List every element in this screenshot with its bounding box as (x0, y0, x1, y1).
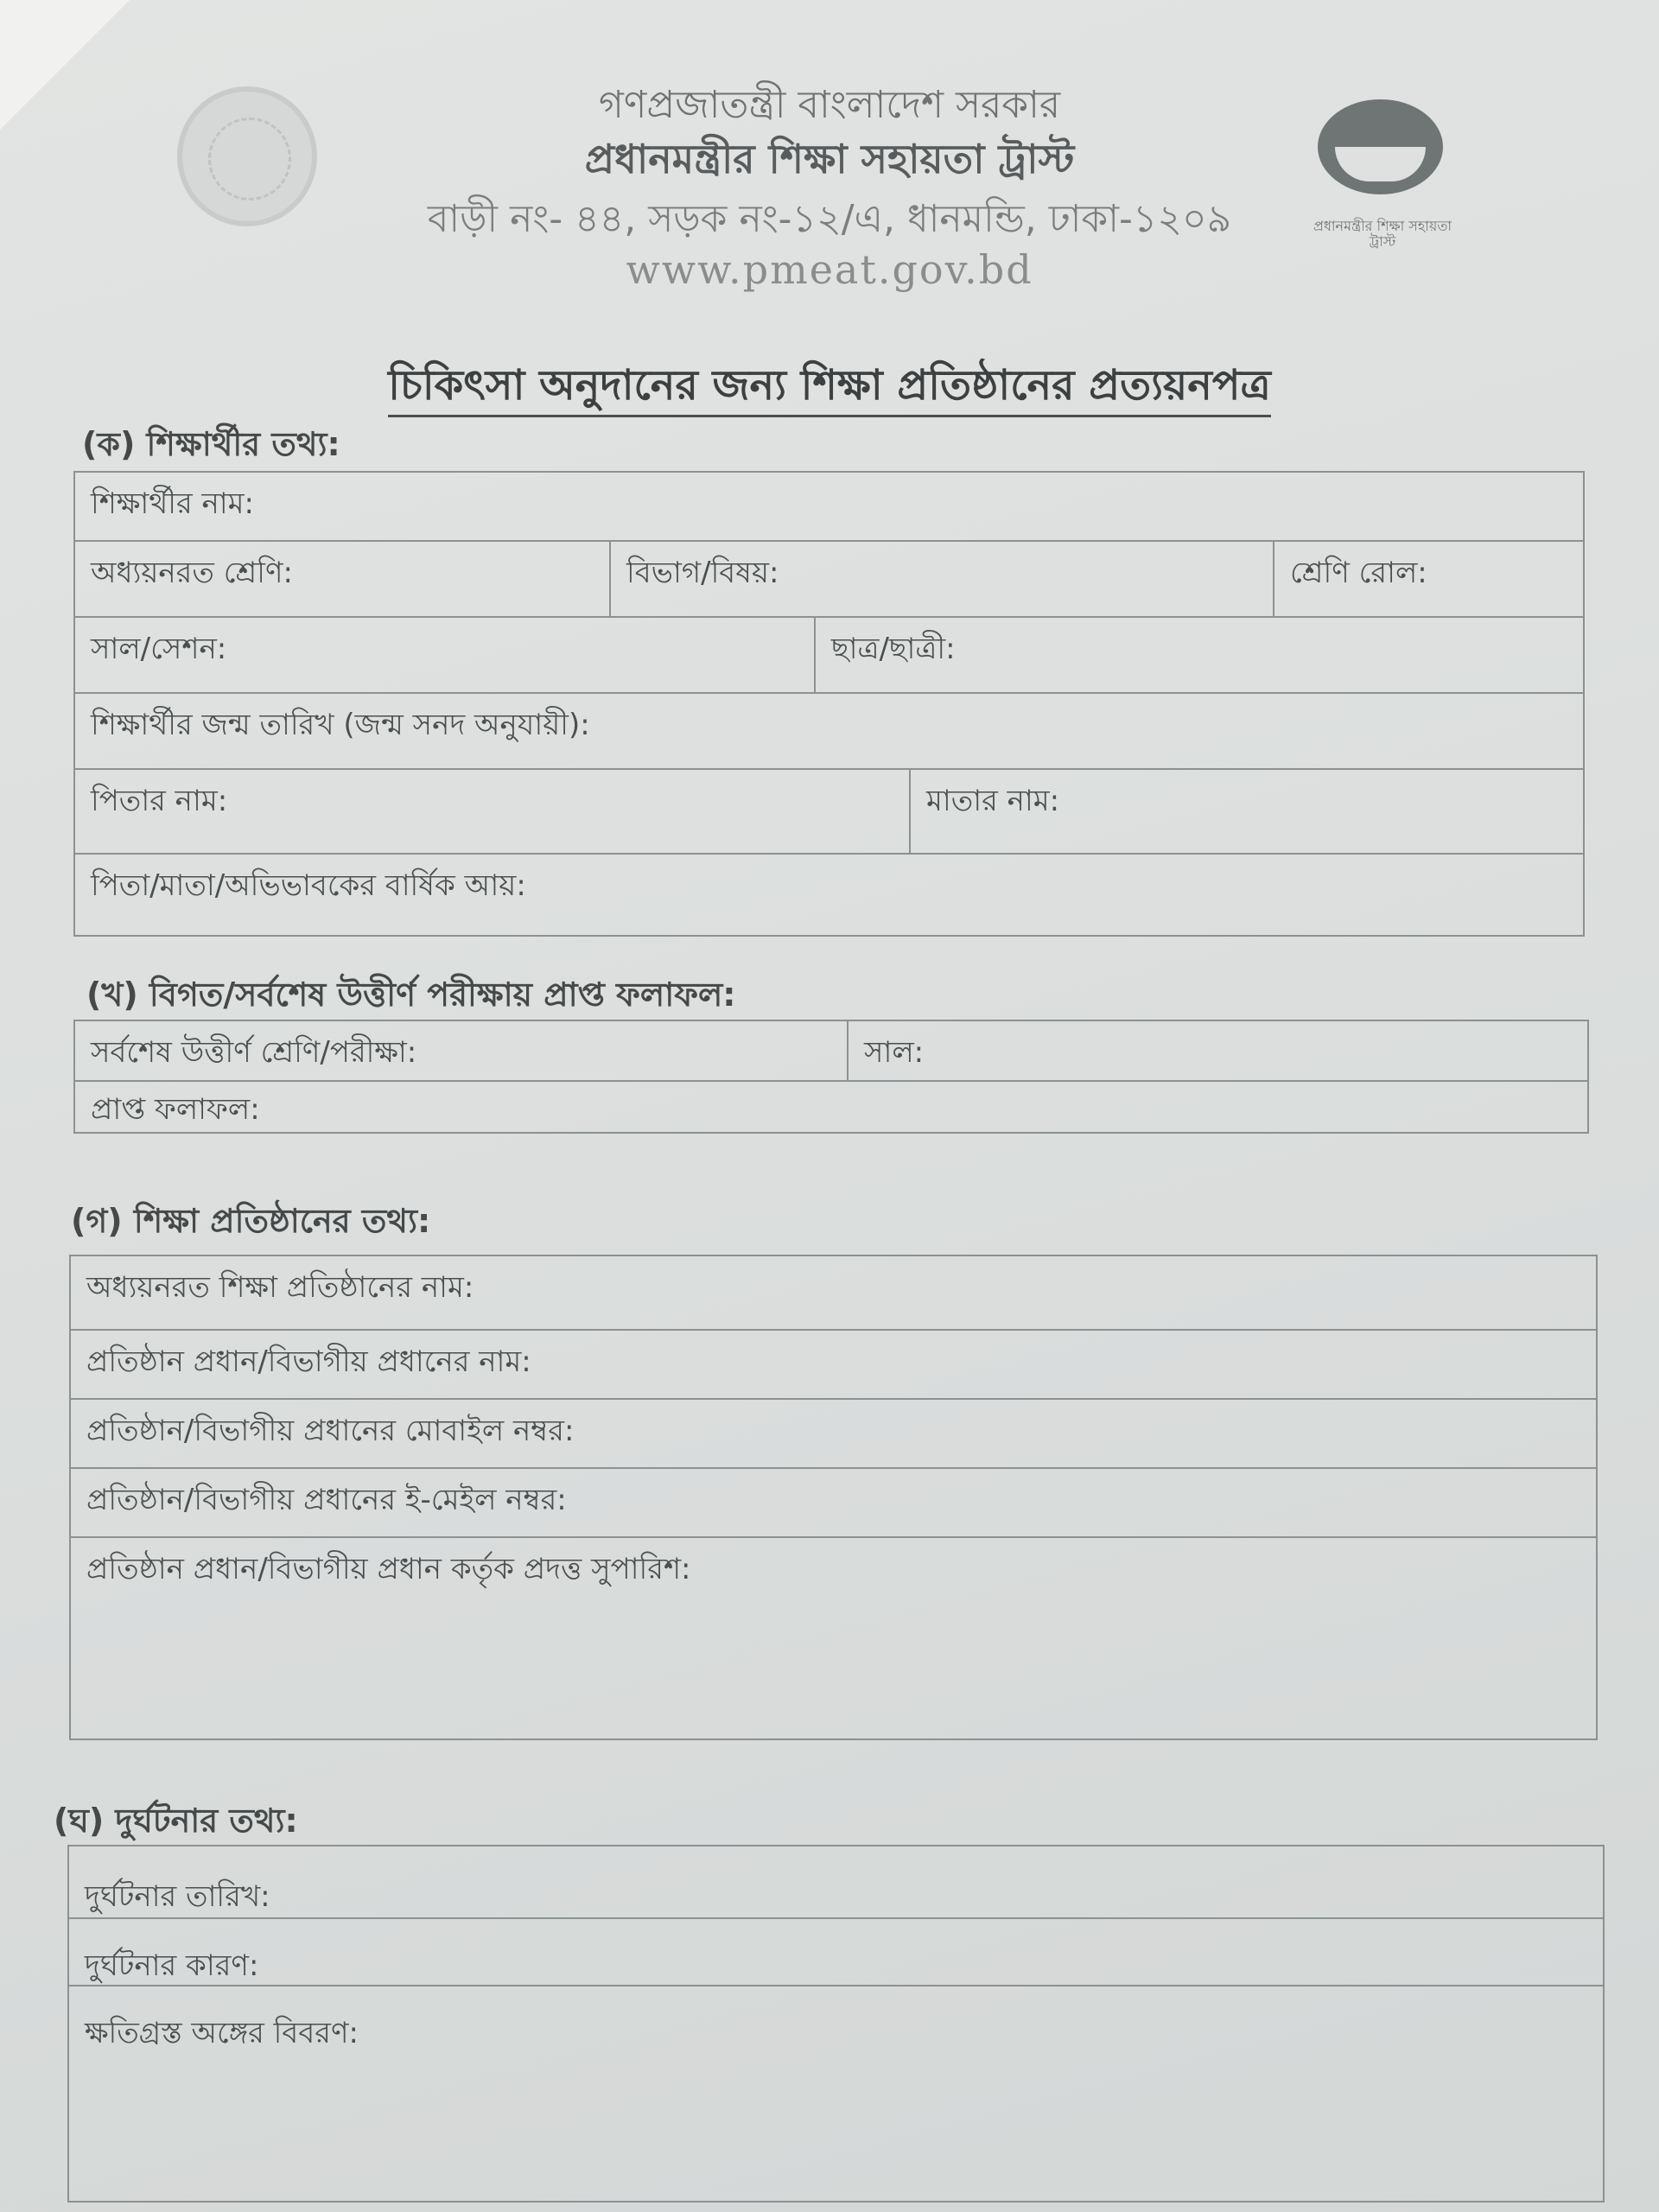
table-row (69, 1847, 1603, 1917)
dob-field[interactable] (75, 694, 1583, 770)
section-d-heading: (ঘ) দুর্ঘটনার তথ্য: (54, 1802, 298, 1840)
table-row (71, 1398, 1596, 1469)
form-title: চিকিৎসা অনুদানের জন্য শিক্ষা প্রতিষ্ঠানের প্রত্যয়নপত্র (388, 361, 1271, 417)
table-row (71, 1536, 1596, 1738)
father-name-label: পিতার নাম: (91, 784, 228, 818)
gender-label: ছাত্র/ছাত্রী: (831, 632, 956, 666)
head-email-field[interactable] (71, 1469, 1596, 1538)
table-row (75, 853, 1583, 935)
dob-label: শিক্ষার্থীর জন্ম তারিখ (জন্ম সনদ অনুযায়ী): (91, 708, 590, 742)
result-field[interactable] (75, 1082, 1587, 1132)
form-title-wrap (0, 354, 1659, 423)
table-row (75, 692, 1583, 770)
annual-income-label: পিতা/মাতা/অভিভাবকের বার্ষিক আয়: (91, 868, 526, 903)
table-row (71, 1467, 1596, 1538)
table-row (71, 1256, 1596, 1329)
table-row (75, 540, 1583, 618)
section-b-heading: (খ) বিগত/সর্বশেষ উত্তীর্ণ পরীক্ষায় প্রাপ্ত ফলাফল: (86, 976, 736, 1014)
last-exam-label: সর্বশেষ উত্তীর্ণ শ্রেণি/পরীক্ষা: (91, 1035, 417, 1070)
institution-name-label: অধ্যয়নরত শিক্ষা প্রতিষ্ঠানের নাম: (86, 1270, 474, 1305)
department-field[interactable] (609, 542, 1274, 618)
class-label: অধ্যয়নরত শ্রেণি: (91, 556, 293, 590)
trust-logo-caption: প্রধানমন্ত্রীর শিক্ষা সহায়তা ট্রাস্ট (1313, 218, 1452, 250)
accident-date-field[interactable] (69, 1847, 1603, 1917)
table-row (69, 1917, 1603, 1986)
injury-description-label: ক্ষতিগ্রস্ত অঙ্গের বিবরণ: (85, 2016, 359, 2050)
head-name-label: প্রতিষ্ঠান প্রধান/বিভাগীয় প্রধানের নাম: (86, 1344, 531, 1379)
session-label: সাল/সেশন: (91, 632, 227, 666)
government-name: গণপ্রজাতন্ত্রী বাংলাদেশ সরকার (598, 83, 1061, 127)
accident-cause-label: দুর্ঘটনার কারণ: (85, 1948, 259, 1983)
table-row (75, 1021, 1587, 1080)
result-label: প্রাপ্ত ফলাফল: (91, 1092, 260, 1127)
exam-result-table (73, 1020, 1589, 1134)
section-c-heading: (গ) শিক্ষা প্রতিষ্ঠানের তথ্য: (71, 1202, 431, 1240)
mother-name-field[interactable] (909, 770, 1583, 855)
trust-logo (1300, 99, 1465, 250)
section-a-heading: (ক) শিক্ষার্থীর তথ্য: (82, 425, 340, 463)
accident-date-label: দুর্ঘটনার তারিখ: (85, 1879, 270, 1914)
recommendation-label: প্রতিষ্ঠান প্রধান/বিভাগীয় প্রধান কর্তৃক প্রদত্ত সুপারিশ: (86, 1552, 691, 1586)
table-row (75, 768, 1583, 855)
session-field[interactable] (75, 618, 814, 694)
roll-label: শ্রেণি রোল: (1290, 556, 1427, 590)
department-label: বিভাগ/বিষয়: (626, 556, 779, 590)
head-mobile-label: প্রতিষ্ঠান/বিভাগীয় প্রধানের মোবাইল নম্বর: (86, 1414, 575, 1448)
institution-name-field[interactable] (71, 1256, 1596, 1329)
exam-year-label: সাল: (864, 1035, 925, 1070)
father-name-field[interactable] (75, 770, 909, 855)
table-row (71, 1329, 1596, 1400)
student-name-field[interactable] (75, 473, 1583, 540)
accident-cause-field[interactable] (69, 1919, 1603, 1986)
accident-info-table (67, 1845, 1605, 2202)
trust-address: বাড়ী নং- ৪৪, সড়ক নং-১২/এ, ধানমন্ডি, ঢাকা-১২০৯ (427, 197, 1232, 241)
table-row (75, 473, 1583, 540)
last-exam-field[interactable] (75, 1021, 847, 1080)
exam-year-field[interactable] (847, 1021, 1587, 1080)
institution-info-table (69, 1255, 1598, 1740)
class-field[interactable] (75, 542, 609, 618)
injury-description-field[interactable] (69, 1986, 1603, 2201)
table-row (75, 616, 1583, 694)
gender-field[interactable] (814, 618, 1583, 694)
mother-name-label: মাতার নাম: (926, 784, 1060, 818)
head-mobile-field[interactable] (71, 1400, 1596, 1469)
table-row (69, 1985, 1603, 2201)
annual-income-field[interactable] (75, 855, 1583, 935)
recommendation-field[interactable] (71, 1538, 1596, 1738)
student-name-label: শিক্ষার্থীর নাম: (91, 486, 254, 521)
trust-name: প্রধানমন্ত্রীর শিক্ষা সহায়তা ট্রাস্ট (584, 136, 1075, 182)
trust-logo-icon (1318, 99, 1443, 194)
trust-website: www.pmeat.gov.bd (626, 246, 1033, 293)
student-info-table (73, 471, 1585, 937)
head-email-label: প্রতিষ্ঠান/বিভাগীয় প্রধানের ই-মেইল নম্বর: (86, 1483, 567, 1517)
head-name-field[interactable] (71, 1331, 1596, 1400)
roll-field[interactable] (1273, 542, 1583, 618)
table-row (75, 1080, 1587, 1132)
